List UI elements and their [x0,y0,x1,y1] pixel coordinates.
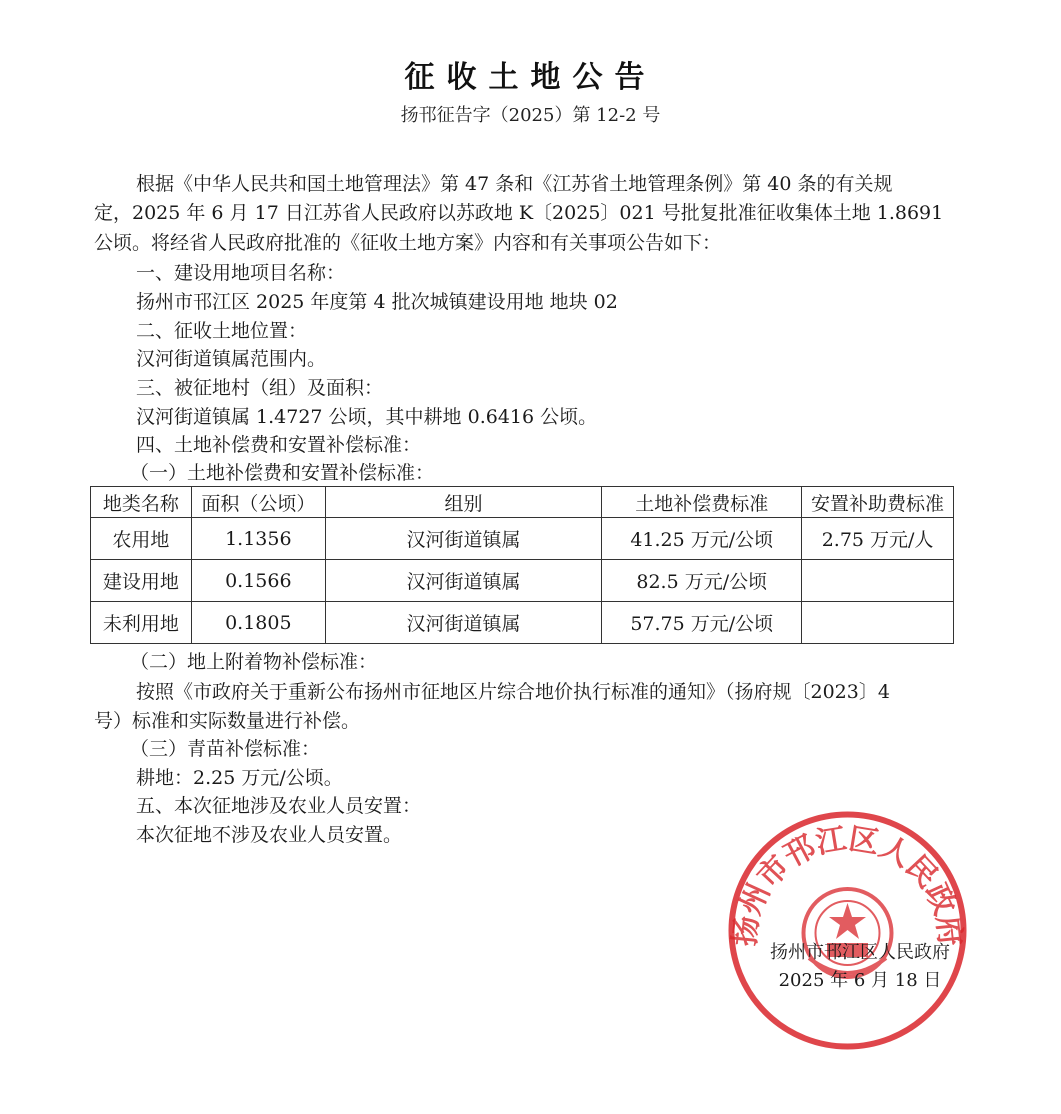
header-land-type: 地类名称 [91,487,192,518]
table-row [91,602,954,644]
cell-area: 0.1566 [191,560,325,602]
cell-area: 1.1356 [191,518,325,560]
cell-resettlement-subsidy [802,602,954,644]
section-1-text: 扬州市邗江区 2025 年度第 4 批次城镇建设用地 地块 02 [136,291,618,313]
seal-text: 扬州市邗江区人民政府 [727,821,968,948]
compensation-table [90,486,954,644]
section-4-sub2-heading: （二）地上附着物补偿标准： [130,651,378,673]
section-5-text: 本次征地不涉及农业人员安置。 [136,824,403,846]
cell-group: 汉河街道镇属 [325,518,602,560]
cell-resettlement-subsidy: 2.75 万元/人 [802,518,954,560]
cell-area: 0.1805 [191,602,325,644]
section-2-text: 汉河街道镇属范围内。 [136,348,327,370]
table-header-row [91,487,954,518]
header-group: 组别 [325,487,602,518]
cell-land-type: 建设用地 [91,560,192,602]
section-5-heading: 五、本次征地涉及农业人员安置： [136,795,422,817]
header-land-compensation: 土地补偿费标准 [602,487,802,518]
section-2-heading: 二、征收土地位置： [136,320,308,342]
intro-line-2: 定，2025 年 6 月 17 日江苏省人民政府以苏政地 K〔2025〕021 号批复批准征收集体土地 1.8691 [94,202,944,224]
notice-title: 征收土地公告 [404,60,657,95]
section-4-sub1-heading: （一）土地补偿费和安置补偿标准： [130,462,435,484]
section-1-heading: 一、建设用地项目名称： [136,262,346,284]
cell-land-compensation: 41.25 万元/公顷 [602,518,802,560]
table-row [91,518,954,560]
section-4-sub3-text: 耕地：2.25 万元/公顷。 [136,767,343,789]
section-4-heading: 四、土地补偿费和安置补偿标准： [136,434,422,456]
cell-land-type: 未利用地 [91,602,192,644]
issue-date: 2025 年 6 月 18 日 [778,970,942,991]
table-row [91,560,954,602]
section-4-sub3-heading: （三）青苗补偿标准： [130,738,321,760]
cell-land-type: 农用地 [91,518,192,560]
cell-group: 汉河街道镇属 [325,602,602,644]
section-4-sub2-line-1: 按照《市政府关于重新公布扬州市征地区片综合地价执行标准的通知》（扬府规〔2023〕4 [136,681,890,703]
document-number: 扬邗征告字（2025）第 12-2 号 [400,105,661,126]
header-area: 面积（公顷） [191,487,325,518]
intro-line-3: 公顷。将经省人民政府批准的《征收土地方案》内容和有关事项公告如下： [94,232,722,254]
section-4-sub2-line-2: 号）标准和实际数量进行补偿。 [94,710,361,732]
cell-group: 汉河街道镇属 [325,560,602,602]
issuer-name: 扬州市邗江区人民政府 [770,942,950,963]
section-3-heading: 三、被征地村（组）及面积： [136,377,384,399]
header-resettlement-subsidy: 安置补助费标准 [802,487,954,518]
cell-resettlement-subsidy [802,560,954,602]
intro-line-1: 根据《中华人民共和国土地管理法》第 47 条和《江苏省土地管理条例》第 40 条的有关规 [136,173,893,195]
cell-land-compensation: 57.75 万元/公顷 [602,602,802,644]
section-3-text: 汉河街道镇属 1.4727 公顷，其中耕地 0.6416 公顷。 [136,406,598,428]
official-seal [725,808,970,1053]
cell-land-compensation: 82.5 万元/公顷 [602,560,802,602]
